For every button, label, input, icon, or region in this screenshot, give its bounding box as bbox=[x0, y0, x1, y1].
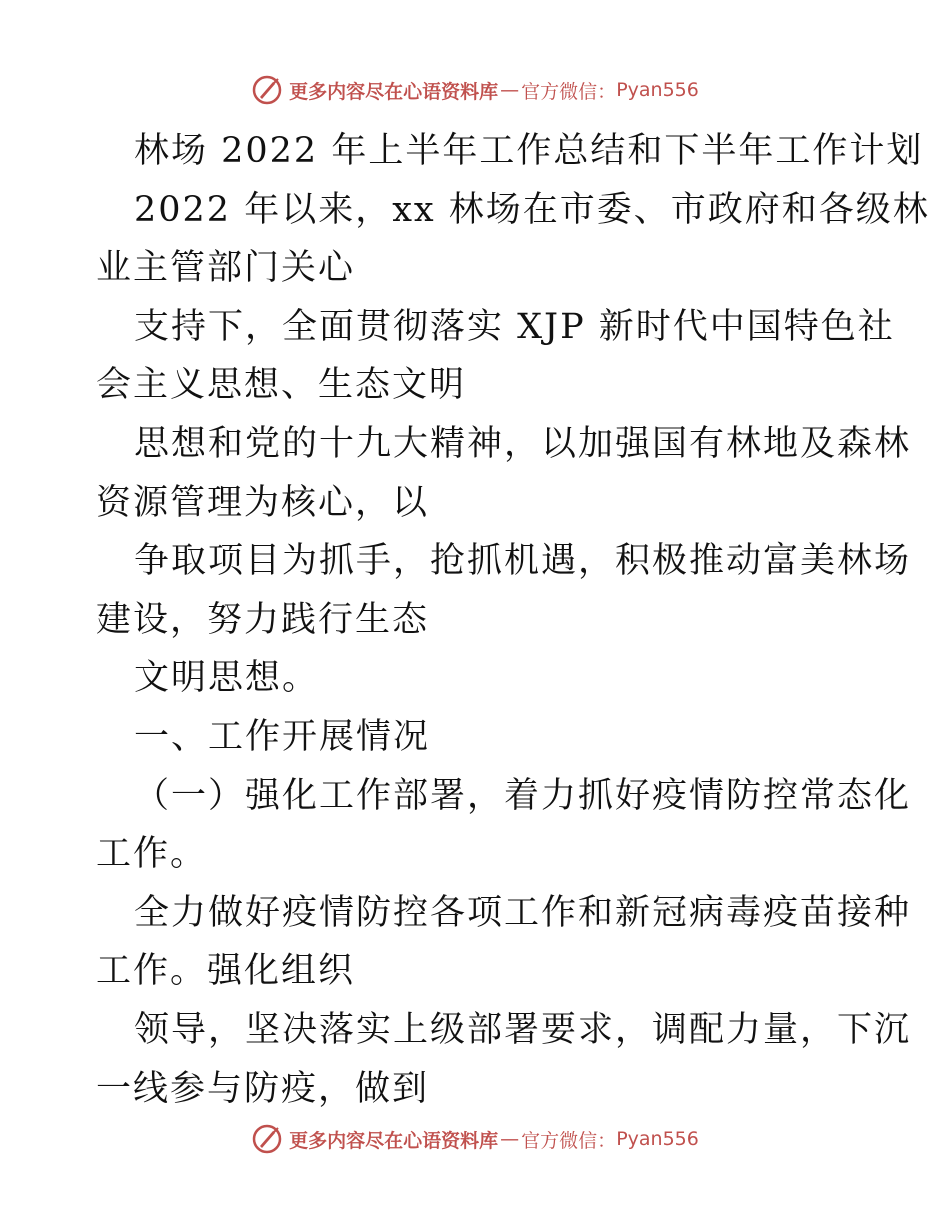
text-line: 建设，努力践行生态 bbox=[96, 599, 430, 640]
watermark-separator: — bbox=[500, 1128, 520, 1150]
text-line: 争取项目为抓手，抢抓机遇，积极推动富美林场 bbox=[134, 541, 912, 582]
watermark-label: 官方微信： bbox=[521, 80, 617, 103]
text-line: 工作。 bbox=[96, 834, 208, 875]
watermark-text: 更多内容尽在心语资料库 bbox=[289, 1129, 499, 1152]
text-line: 业主管部门关心 bbox=[96, 248, 356, 289]
document-title: 林场 2022 年上半年工作总结和下半年工作计划 bbox=[134, 131, 924, 171]
watermark-separator: — bbox=[500, 79, 520, 101]
section-heading: 一、工作开展情况 bbox=[134, 716, 431, 757]
text-line: 领导，坚决落实上级部署要求，调配力量，下沉 bbox=[134, 1009, 912, 1050]
text-line: 支持下，全面贯彻落实 XJP 新时代中国特色社 bbox=[134, 306, 895, 347]
text-line: 一线参与防疫，做到 bbox=[96, 1068, 430, 1109]
quill-circle-icon bbox=[251, 1123, 283, 1155]
footer-watermark bbox=[0, 1119, 950, 1159]
text-line: 工作。强化组织 bbox=[96, 951, 356, 992]
text-line: 2022 年以来，xx 林场在市委、市政府和各级林 bbox=[134, 189, 930, 230]
text-line: 思想和党的十九大精神，以加强国有林地及森林 bbox=[134, 423, 912, 464]
watermark-id: Pyan556 bbox=[616, 79, 699, 101]
watermark-id: Pyan556 bbox=[616, 1128, 699, 1150]
text-line: 资源管理为核心，以 bbox=[96, 482, 430, 523]
document-body bbox=[96, 122, 930, 1118]
watermark-text: 更多内容尽在心语资料库 bbox=[289, 80, 499, 103]
quill-circle-icon bbox=[251, 74, 283, 106]
text-line: 文明思想。 bbox=[134, 658, 320, 699]
text-line: 全力做好疫情防控各项工作和新冠病毒疫苗接种 bbox=[134, 892, 912, 933]
header-watermark bbox=[0, 70, 950, 110]
subsection-heading: （一）强化工作部署，着力抓好疫情防控常态化 bbox=[134, 775, 912, 816]
text-line: 会主义思想、生态文明 bbox=[96, 365, 467, 406]
watermark-label: 官方微信： bbox=[521, 1129, 617, 1152]
